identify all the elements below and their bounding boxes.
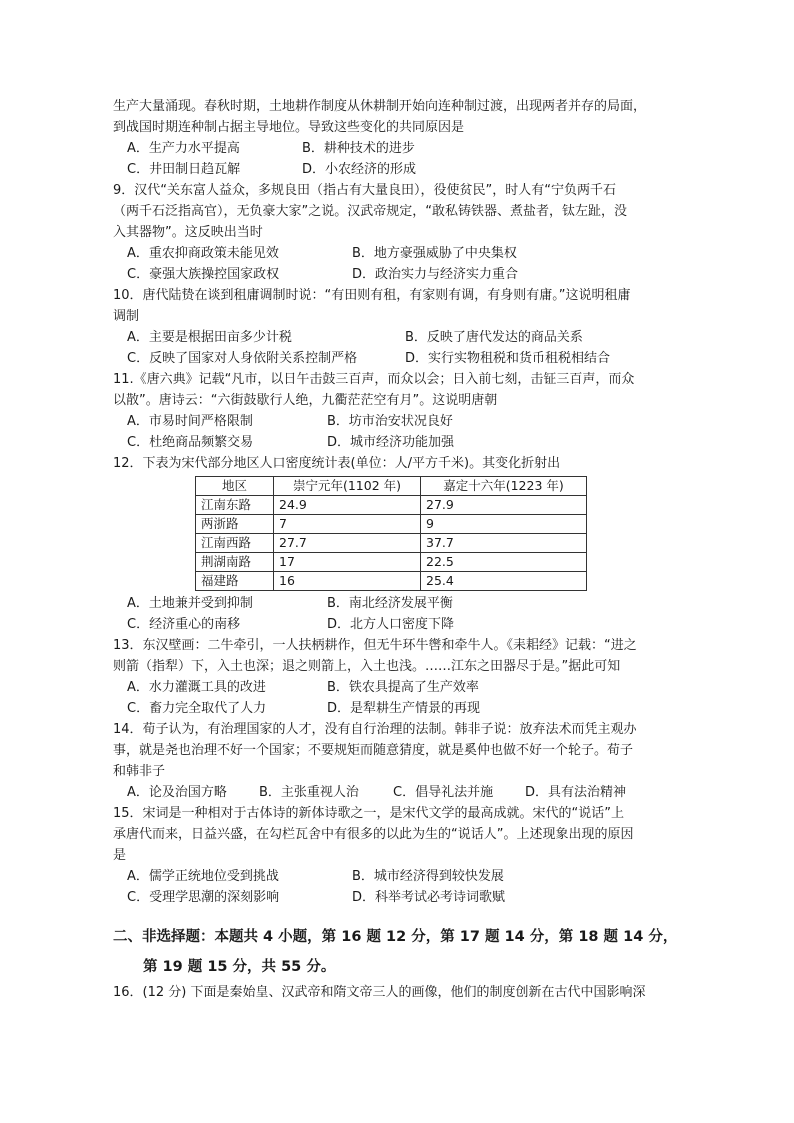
q16-stem-line: 16．(12 分) 下面是秦始皇、汉武帝和隋文帝三人的画像，他们的制度创新在古代中国影响深 [113, 985, 646, 1000]
table-header-cell: 嘉定十六年(1223 年) [421, 477, 587, 496]
q13-option-d[interactable]: D．是犁耕生产情景的再现 [327, 701, 481, 716]
q8-stem-line: 生产大量涌现。春秋时期，土地耕作制度从休耕制开始向连种制过渡，出现两者并存的局面， [113, 99, 647, 114]
q12-option-b[interactable]: B．南北经济发展平衡 [327, 596, 453, 611]
q14-options-row [113, 782, 685, 803]
q11-option-b[interactable]: B．坊市治安状况良好 [327, 414, 453, 429]
q15-option-c[interactable]: C．受理学思潮的深刻影响 [127, 890, 280, 905]
q8-option-d[interactable]: D．小农经济的形成 [302, 162, 417, 177]
table-row [196, 534, 587, 553]
q9-option-c[interactable]: C．豪强大族操控国家政权 [127, 267, 280, 282]
q10-option-b[interactable]: B．反映了唐代发达的商品关系 [405, 330, 583, 345]
q14-stem-line: 14．荀子认为，有治理国家的人才，没有自行治理的法制。韩非子说：放弃法术而凭主观办 [113, 722, 637, 737]
q10-stem-line: 调制 [113, 309, 140, 324]
table-cell: 24.9 [274, 496, 421, 515]
q10-option-a[interactable]: A．主要是根据田亩多少计税 [127, 330, 292, 345]
table-cell: 荆湖南路 [196, 553, 274, 572]
table-row [196, 572, 587, 591]
q15-options-row [113, 866, 685, 887]
table-cell: 17 [274, 553, 421, 572]
q12-options-row [113, 593, 685, 614]
q13-option-b[interactable]: B．铁农具提高了生产效率 [327, 680, 479, 695]
q9-stem-line: 9．汉代“关东富人益众，多规良田（指占有大量良田），役使贫民”，时人有“宁负两千石 [113, 183, 616, 198]
q8-options-row [113, 138, 685, 159]
table-cell: 江南东路 [196, 496, 274, 515]
q15-option-a[interactable]: A．儒学正统地位受到挑战 [127, 869, 279, 884]
q9-option-b[interactable]: B．地方豪强威胁了中央集权 [352, 246, 517, 261]
q14-option-d[interactable]: D．具有法治精神 [525, 785, 627, 800]
table-row [196, 496, 587, 515]
population-density-table [195, 476, 587, 591]
q9-stem-line: （两千石泛指高官），无负豪大家”之说。汉武帝规定，“敢私铸铁器、煮盐者，钛左趾，没 [113, 204, 627, 219]
table-cell: 27.7 [274, 534, 421, 553]
q9-option-a[interactable]: A．重农抑商政策未能见效 [127, 246, 279, 261]
q10-options-row [113, 348, 685, 369]
q8-options-row [113, 159, 685, 180]
exam-content [113, 96, 685, 1003]
table-cell: 7 [274, 515, 421, 534]
q13-stem-line: 13．东汉壁画：二牛牵引，一人扶柄耕作，但无牛环牛辔和牵牛人。《耒耜经》记载：“进之 [113, 638, 637, 653]
q10-option-d[interactable]: D．实行实物租税和货币租税相结合 [405, 351, 611, 366]
q14-stem-line: 和韩非子 [113, 764, 166, 779]
table-cell: 37.7 [421, 534, 587, 553]
table-cell: 27.9 [421, 496, 587, 515]
q12-option-d[interactable]: D．北方人口密度下降 [327, 617, 455, 632]
table-row [196, 553, 587, 572]
section-heading-line: 二、非选择题：本题共 4 小题，第 16 题 12 分，第 17 题 14 分，第 18 题 14 分， [113, 929, 678, 945]
q12-stem-line: 12．下表为宋代部分地区人口密度统计表(单位：人/平方千米)。其变化折射出 [113, 456, 561, 471]
table-cell: 16 [274, 572, 421, 591]
q11-option-c[interactable]: C．杜绝商品频繁交易 [127, 435, 254, 450]
q8-stem-line: 到战国时期连种制占据主导地位。导致这些变化的共同原因是 [113, 120, 465, 135]
q13-option-a[interactable]: A．水力灌溉工具的改进 [127, 680, 266, 695]
q11-stem-line: 以散”。唐诗云：“六街鼓歇行人绝，九衢茫茫空有月”。这说明唐朝 [113, 393, 498, 408]
table-cell: 22.5 [421, 553, 587, 572]
table-cell: 江南西路 [196, 534, 274, 553]
q10-option-c[interactable]: C．反映了国家对人身依附关系控制严格 [127, 351, 358, 366]
q8-option-c[interactable]: C．井田制日趋瓦解 [127, 162, 241, 177]
q12-option-a[interactable]: A．土地兼并受到抑制 [127, 596, 253, 611]
q11-options-row [113, 432, 685, 453]
section-heading-line: 第 19 题 15 分，共 55 分。 [143, 959, 336, 975]
q14-option-b[interactable]: B．主张重视人治 [259, 785, 359, 800]
q15-options-row [113, 887, 685, 908]
q15-stem-line: 15．宋词是一种相对于古体诗的新体诗歌之一，是宋代文学的最高成就。宋代的“说话”上 [113, 806, 625, 821]
q11-option-d[interactable]: D．城市经济功能加强 [327, 435, 455, 450]
q8-option-a[interactable]: A．生产力水平提高 [127, 141, 240, 156]
q9-options-row [113, 243, 685, 264]
table-header-row [196, 477, 587, 496]
q14-stem-line: 事，就是尧也治理不好一个国家；不要规矩而随意猜度，就是奚仲也做不好一个轮子。荀子 [113, 743, 634, 758]
q10-options-row [113, 327, 685, 348]
table-row [196, 515, 587, 534]
table-cell: 9 [421, 515, 587, 534]
q15-option-b[interactable]: B．城市经济得到较快发展 [352, 869, 504, 884]
section-heading [113, 922, 685, 982]
q11-option-a[interactable]: A．市易时间严格限制 [127, 414, 253, 429]
q13-options-row [113, 677, 685, 698]
q11-options-row [113, 411, 685, 432]
q12-options-row [113, 614, 685, 635]
q12-option-c[interactable]: C．经济重心的南移 [127, 617, 241, 632]
table-header-cell: 地区 [196, 477, 274, 496]
q11-stem-line: 11.《唐六典》记载“凡市，以日午击鼓三百声，而众以会；日入前七刻，击钲三百声，而众 [113, 372, 635, 387]
table-cell: 25.4 [421, 572, 587, 591]
q9-option-d[interactable]: D．政治实力与经济实力重合 [352, 267, 519, 282]
q15-stem-line: 是 [113, 848, 127, 863]
table-cell: 福建路 [196, 572, 274, 591]
q14-option-c[interactable]: C．倡导礼法并施 [393, 785, 494, 800]
q13-stem-line: 则箭（指犁）下，入土也深；退之则箭上，入土也浅。……江东之田器尽于是。”据此可知 [113, 659, 621, 674]
q13-options-row [113, 698, 685, 719]
q9-stem-line: 入其器物”。这反映出当时 [113, 225, 263, 240]
q15-option-d[interactable]: D．科举考试必考诗词歌赋 [352, 890, 506, 905]
q10-stem-line: 10．唐代陆贽在谈到租庸调制时说：“有田则有租，有家则有调，有身则有庸。”这说明租庸 [113, 288, 631, 303]
q9-options-row [113, 264, 685, 285]
table-cell: 两浙路 [196, 515, 274, 534]
q14-option-a[interactable]: A．论及治国方略 [127, 785, 227, 800]
q15-stem-line: 承唐代而来，日益兴盛，在勾栏瓦舍中有很多的以此为生的“说话人”。上述现象出现的原因 [113, 827, 634, 842]
table-header-cell: 崇宁元年(1102 年) [274, 477, 421, 496]
q8-option-b[interactable]: B．耕种技术的进步 [302, 141, 415, 156]
q13-option-c[interactable]: C．畜力完全取代了人力 [127, 701, 267, 716]
